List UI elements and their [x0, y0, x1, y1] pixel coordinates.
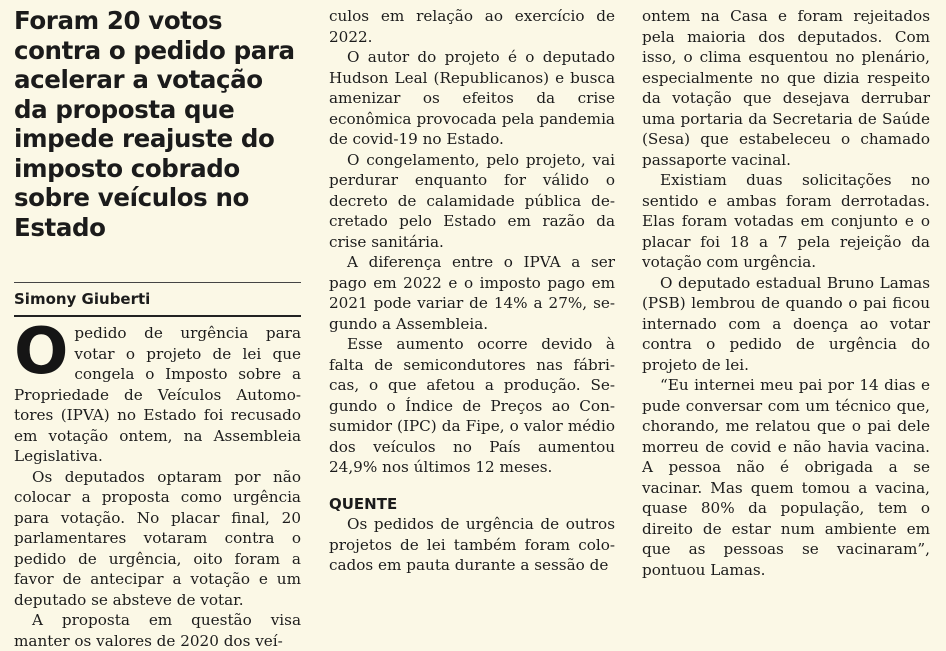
paragraph: Os deputados optaram por não colocar a proposta como urgência para votação. No placar final, 20 parlamentares votaram contra o pedido de urgência, oito foram a favor de antecipar a votação e um deputado se absteve de votar. — [14, 467, 301, 609]
article-column-2 — [329, 6, 615, 576]
paragraph: A diferença entre o IPVA a ser pago em 2022 e o imposto pago em 2021 pode variar de 14% a 27%, segundo a Assembleia. — [329, 253, 615, 333]
paragraph: Os pedidos de urgência de outros projetos de lei também foram colocados em pauta durante a sessão de — [329, 515, 615, 574]
headline: Foram 20 votos contra o pedido para acelerar a votação da proposta que impede reajuste do imposto cobrado sobre veículos no Estado — [14, 6, 295, 242]
section-subhead: QUENTE — [329, 494, 398, 513]
paragraph: A proposta em questão visa manter os valores de 2020 dos veí- — [14, 611, 301, 650]
byline: Simony Giuberti — [14, 290, 151, 308]
lead-paragraph — [14, 315, 301, 467]
paragraph: ontem na Casa e foram rejeitados pela maioria dos deputados. Com isso, o clima esquentou no plenário, especialmente no que dizia respeito da votação que desejava derrubar uma portaria da Secretaria de Saúde (Sesa) que estabeleceu o chamado passaporte vacinal. — [642, 7, 930, 169]
paragraph: O congelamento, pelo projeto, vai perdurar enquanto for válido o decreto de calamidade pública decretado pelo Estado em razão da crise sanitária. — [329, 150, 615, 251]
paragraph: O autor do projeto é o deputado Hudson Leal (Republicanos) e busca amenizar os efeitos da crise econômica provocada pela pandemia de covid-19 no Estado. — [329, 48, 615, 148]
headline-divider — [14, 282, 301, 283]
paragraph: Existiam duas solicitações no sentido e ambas foram derrotadas. Elas foram votadas em conjunto e o placar foi 18 a 7 pela rejeição da votação com urgência. — [642, 171, 930, 271]
quote-paragraph: “Eu internei meu pai por 14 dias e pude conversar com um técnico que, chorando, me relatou que o pai dele morreu de covid e não havia vacina. A pessoa não é obrigada a se vacinar. Mas quem tomou a vacina, quase 80% da população, tem o direito de estar num ambiente em que as pessoas se vacinaram”, pontuou Lamas. — [642, 376, 930, 579]
paragraph: culos em relação ao exercício de 2022. — [329, 7, 615, 46]
drop-cap: O — [14, 315, 69, 389]
article-column-1 — [14, 6, 301, 651]
paragraph: O deputado estadual Bruno Lamas (PSB) lembrou de quando o pai ficou internado com a doença ao votar contra o pedido de urgência do projeto de lei. — [642, 273, 930, 374]
paragraph: Esse aumento ocorre devido à falta de semicondutores nas fábricas, o que afetou a produção. Segundo o Índice de Preços ao Consumidor (IPC) da Fipe, o valor médio dos veículos no País aumentou 24,9% nos últimos 12 meses. — [329, 335, 615, 476]
article-column-3 — [642, 6, 930, 580]
lead-paragraph-text: pedido de urgência para votar o projeto de lei que congela o Imposto sobre a Propriedade de Veículos Automotores (IPVA) no Estado foi recusado em votação ontem, na Assembleia Legislativa. — [14, 324, 301, 465]
